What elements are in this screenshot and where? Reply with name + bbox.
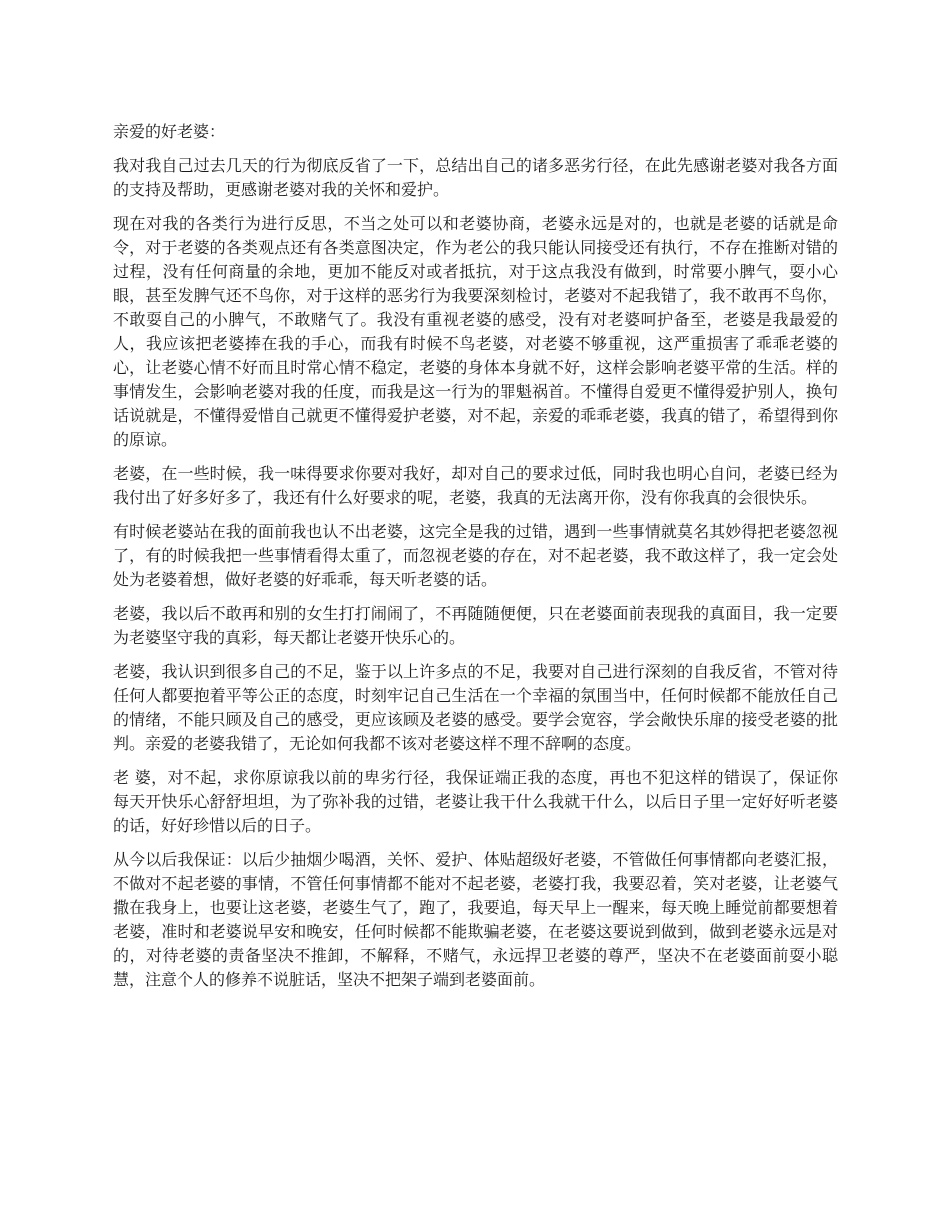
- letter-paragraph-6: 老婆，我认识到很多自己的不足，鉴于以上许多点的不足，我要对自己进行深刻的自我反省，不管对待任何人都要抱着平等公正的态度，时刻牢记自己生活在一个幸福的氛围当中，任何时候都不能放任自己的情绪，不能只顾及自己的感受，更应该顾及老婆的感受。要学会宽容，学会敞快乐扉的接受老婆的批判。亲爱的老婆我错了，无论如何我都不该对老婆这样不理不辞啊的态度。: [113, 662, 838, 753]
- letter-salutation: 亲爱的好老婆：: [113, 122, 226, 141]
- letter-paragraph-5: 老婆，我以后不敢再和别的女生打打闹闹了，不再随随便便，只在老婆面前表现我的真面目，我一定要为老婆坚守我的真彩，每天都让老婆开快乐心的。: [113, 604, 838, 647]
- letter-paragraph-7: 老 婆，对不起，求你原谅我以前的卑劣行径，我保证端正我的态度，再也不犯这样的错误了，保证你每天开快乐心舒舒坦坦，为了弥补我的过错，老婆让我干什么我就干什么，以后日子里一定好好听老婆的话，好好珍惜以后的日子。: [113, 768, 838, 835]
- letter-paragraph-3: 老婆，在一些时候，我一味得要求你要对我好，却对自己的要求过低，同时我也明心自问，老婆已经为我付出了好多好多了，我还有什么好要求的呢，老婆，我真的无法离开你，没有你我真的会很快乐。: [113, 464, 838, 507]
- letter-paragraph-1: 我对我自己过去几天的行为彻底反省了一下，总结出自己的诸多恶劣行径，在此先感谢老婆对我各方面的支持及帮助，更感谢老婆对我的关怀和爱护。: [113, 156, 838, 199]
- letter-paragraph-4: 有时候老婆站在我的面前我也认不出老婆，这完全是我的过错，遇到一些事情就莫名其妙得把老婆忽视了，有的时候我把一些事情看得太重了，而忽视老婆的存在，对不起老婆，我不敢这样了，我一定会处处为老婆着想，做好老婆的好乖乖，每天听老婆的话。: [113, 522, 838, 589]
- letter-paragraph-8: 从今以后我保证：以后少抽烟少喝酒，关怀、爱护、体贴超级好老婆，不管做任何事情都向老婆汇报，不做对不起老婆的事情，不管任何事情都不能对不起老婆，老婆打我，我要忍着，笑对老婆，让老婆气撒在我身上，也要让这老婆，老婆生气了，跑了，我要追，每天早上一醒来，每天晚上睡觉前都要想着老婆，准时和老婆说早安和晚安，任何时候都不能欺骗老婆，在老婆这要说到做到，做到老婆永远是对的，对待老婆的责备坚决不推卸，不解释，不赌气，永远捍卫老婆的尊严，坚决不在老婆面前耍小聪慧，注意个人的修养不说脏话，坚决不把架子端到老婆面前。: [113, 850, 838, 989]
- letter-paragraph-2: 现在对我的各类行为进行反思，不当之处可以和老婆协商，老婆永远是对的，也就是老婆的话就是命令，对于老婆的各类观点还有各类意图决定，作为老公的我只能认同接受还有执行，不存在推断对错的过程，没有任何商量的余地，更加不能反对或者抵抗，对于这点我没有做到，时常要小脾气，耍小心眼，甚至发脾气还不鸟你，对于这样的恶劣行为我要深刻检讨，老婆对不起我错了，我不敢再不鸟你，不敢耍自己的小脾气，不敢赌气了。我没有重视老婆的感受，没有对老婆呵护备至，老婆是我最爱的人，我应该把老婆捧在我的手心，而我有时候不鸟老婆，对老婆不够重视，这严重损害了乖乖老婆的心，让老婆心情不好而且时常心情不稳定，老婆的身体本身就不好，这样会影响老婆平常的生活。样的事情发生，会影响老婆对我的任度，而我是这一行为的罪魁祸首。不懂得自爱更不懂得爱护别人，换句话说就是，不懂得爱惜自己就更不懂得爱护老婆，对不起，亲爱的乖乖老婆，我真的错了，希望得到你的原谅。: [113, 214, 838, 449]
